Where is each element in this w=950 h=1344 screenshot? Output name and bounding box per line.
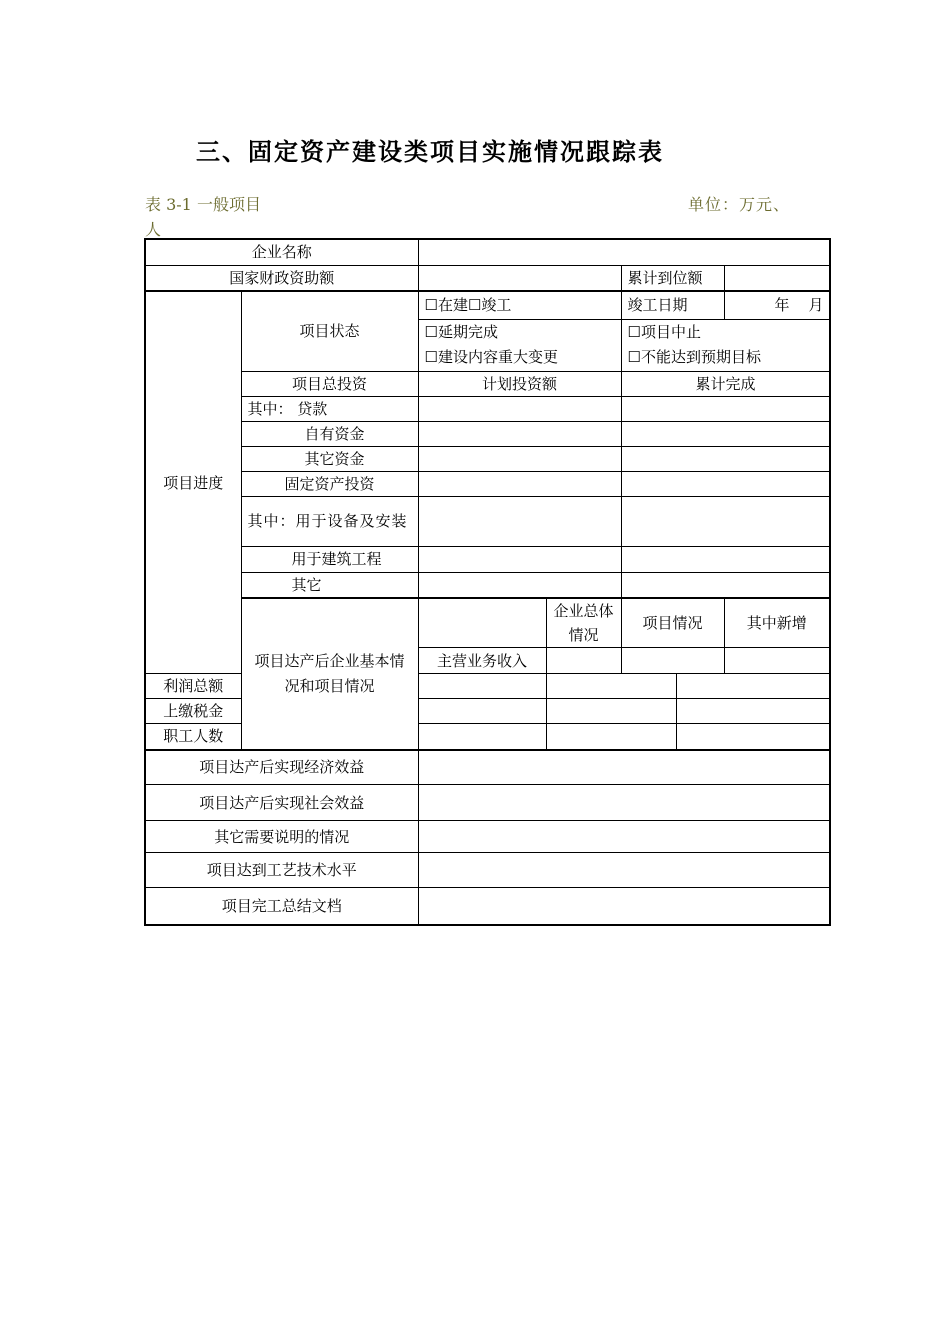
newly-added-header: 其中新增 xyxy=(724,598,830,648)
project-status-label: 项目状态 xyxy=(241,291,418,371)
main-revenue-project-field[interactable] xyxy=(621,648,724,674)
other-planned-field[interactable] xyxy=(418,572,621,598)
own-funds-label: 自有资金 xyxy=(241,421,418,446)
status-building-completed-checkbox[interactable]: ☐在建☐竣工 xyxy=(418,291,621,319)
construction-planned-field[interactable] xyxy=(418,546,621,572)
status-major-change-checkbox[interactable]: ☐建设内容重大变更 xyxy=(424,348,558,366)
equipment-install-label: 其中：用于设备及安装 xyxy=(241,496,418,546)
blank-header-cell xyxy=(418,598,546,648)
tech-level-field[interactable] xyxy=(418,853,830,888)
other-funds-label: 其它资金 xyxy=(241,446,418,471)
other-notes-label: 其它需要说明的情况 xyxy=(145,821,418,853)
planned-investment-header: 计划投资额 xyxy=(418,371,621,396)
table-row xyxy=(145,239,830,265)
other-funds-planned-field[interactable] xyxy=(418,446,621,471)
total-profit-company-field[interactable] xyxy=(418,674,546,699)
page-title: 三、固定资产建设类项目实施情况跟踪表 xyxy=(196,137,664,166)
social-benefit-label: 项目达产后实现社会效益 xyxy=(145,785,418,821)
taxes-paid-project-field[interactable] xyxy=(546,699,676,724)
cumulative-completed-header: 累计完成 xyxy=(621,371,830,396)
employees-label: 职工人数 xyxy=(145,724,241,750)
project-situation-header: 项目情况 xyxy=(621,598,724,648)
cumulative-received-field[interactable] xyxy=(724,265,830,291)
post-production-section-label: 项目达产后企业基本情况和项目情况 xyxy=(241,598,418,750)
tracking-table xyxy=(144,238,831,926)
total-profit-label: 利润总额 xyxy=(145,674,241,699)
taxes-paid-company-field[interactable] xyxy=(418,699,546,724)
table-row xyxy=(145,496,830,546)
total-profit-project-field[interactable] xyxy=(546,674,676,699)
table-row xyxy=(145,821,830,853)
table-row xyxy=(145,371,830,396)
fixed-asset-planned-field[interactable] xyxy=(418,471,621,496)
social-benefit-field[interactable] xyxy=(418,785,830,821)
table-row xyxy=(145,572,830,598)
total-investment-label: 项目总投资 xyxy=(241,371,418,396)
main-revenue-company-field[interactable] xyxy=(546,648,621,674)
state-funding-label: 国家财政资助额 xyxy=(145,265,418,291)
main-revenue-label: 主营业务收入 xyxy=(418,648,546,674)
loan-planned-field[interactable] xyxy=(418,396,621,421)
tech-level-label: 项目达到工艺技术水平 xyxy=(145,853,418,888)
equipment-planned-field[interactable] xyxy=(418,496,621,546)
own-funds-completed-field[interactable] xyxy=(621,421,830,446)
progress-section-label: 项目进度 xyxy=(145,291,241,674)
own-funds-planned-field[interactable] xyxy=(418,421,621,446)
company-name-field[interactable] xyxy=(418,239,830,265)
company-name-label: 企业名称 xyxy=(145,239,418,265)
completion-date-label: 竣工日期 xyxy=(621,291,724,319)
table-row xyxy=(145,291,830,319)
status-delayed-checkbox[interactable]: ☐延期完成 xyxy=(424,323,498,341)
total-profit-new-field[interactable] xyxy=(676,674,830,699)
other-label: 其它 xyxy=(241,572,418,598)
completion-docs-label: 项目完工总结文档 xyxy=(145,888,418,925)
status-target-unmet-checkbox[interactable]: ☐不能达到预期目标 xyxy=(627,348,761,366)
status-options-left xyxy=(418,319,621,371)
employees-new-field[interactable] xyxy=(676,724,830,750)
fixed-asset-investment-label: 固定资产投资 xyxy=(241,471,418,496)
completion-date-field[interactable]: 年 月 xyxy=(724,291,830,319)
loan-label: 其中： 贷款 xyxy=(241,396,418,421)
table-caption: 表 3-1 一般项目 xyxy=(145,195,261,214)
completion-docs-field[interactable] xyxy=(418,888,830,925)
table-row xyxy=(145,546,830,572)
other-funds-completed-field[interactable] xyxy=(621,446,830,471)
other-notes-field[interactable] xyxy=(418,821,830,853)
status-suspended-checkbox[interactable]: ☐项目中止 xyxy=(627,323,701,341)
table-row xyxy=(145,396,830,421)
other-completed-field[interactable] xyxy=(621,572,830,598)
fixed-asset-completed-field[interactable] xyxy=(621,471,830,496)
unit-label-continued: 人 xyxy=(145,220,162,239)
taxes-paid-label: 上缴税金 xyxy=(145,699,241,724)
table-row xyxy=(145,598,830,648)
main-revenue-new-field[interactable] xyxy=(724,648,830,674)
table-row xyxy=(145,785,830,821)
table-row xyxy=(145,421,830,446)
economic-benefit-label: 项目达产后实现经济效益 xyxy=(145,750,418,785)
employees-company-field[interactable] xyxy=(418,724,546,750)
taxes-paid-new-field[interactable] xyxy=(676,699,830,724)
construction-works-label: 用于建筑工程 xyxy=(241,546,418,572)
table-row xyxy=(145,265,830,291)
cumulative-received-label: 累计到位额 xyxy=(621,265,724,291)
unit-label: 单位：万元、 xyxy=(688,195,791,214)
table-row xyxy=(145,888,830,925)
status-options-right xyxy=(621,319,830,371)
loan-completed-field[interactable] xyxy=(621,396,830,421)
construction-completed-field[interactable] xyxy=(621,546,830,572)
table-row xyxy=(145,853,830,888)
table-row xyxy=(145,471,830,496)
table-row xyxy=(145,750,830,785)
table-row xyxy=(145,446,830,471)
equipment-completed-field[interactable] xyxy=(621,496,830,546)
economic-benefit-field[interactable] xyxy=(418,750,830,785)
company-overall-header: 企业总体情况 xyxy=(546,598,621,648)
state-funding-field[interactable] xyxy=(418,265,621,291)
employees-project-field[interactable] xyxy=(546,724,676,750)
